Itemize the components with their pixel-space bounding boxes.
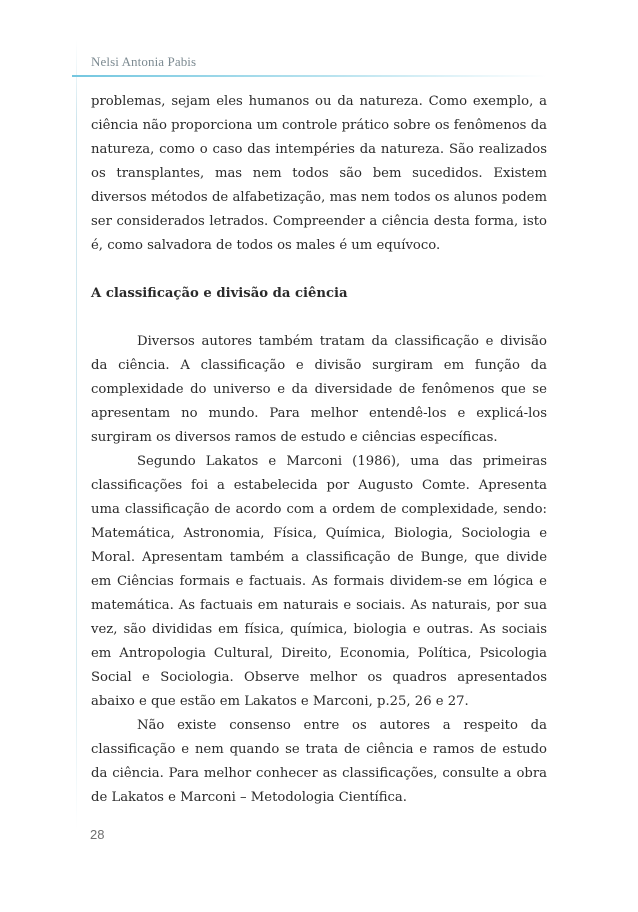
paragraph: Diversos autores também tratam da classificação e divisão da ciência. A classificação e divisão surgiram em função da complexidade do universo e da diversidade de fenômenos que se apresentam no mundo. Para melhor entendê-los e explicá-los surgiram os diversos ramos de estudo e ciências específicas. <box>91 334 547 445</box>
paragraph: Não existe consenso entre os autores a respeito da classificação e nem quando se trata de ciência e ramos de estudo da ciência. Para melhor conhecer as classificações, consulte a obra de Lakatos e Marconi – Metodologia Científica. <box>91 718 547 805</box>
left-margin-rule <box>76 40 77 830</box>
paragraph: Segundo Lakatos e Marconi (1986), uma das primeiras classificações foi a estabelecida por Augusto Comte. Apresenta uma classificação de acordo com a ordem de complexidade, sendo: Matemática, Astronomia, Física, Química, Biologia, Sociologia e Moral. Apresentam também a classificação de Bunge, que divide em Ciências formais e factuais. As formais dividem-se em lógica e matemática. As factuais em naturais e sociais. As naturais, por sua vez, são divididas em física, química, biologia e outras. As sociais em Antropologia Cultural, Direito, Economia, Política, Psicologia Social e Sociologia. Observe melhor os quadros apresentados abaixo e que estão em Lakatos e Marconi, p.25, 26 e 27. <box>91 454 547 709</box>
header-divider <box>72 75 547 77</box>
intro-paragraph: problemas, sejam eles humanos ou da natureza. Como exemplo, a ciência não proporciona um controle prático sobre os fenômenos da natureza, como o caso das intempéries da natureza. São realizados os transplantes, mas nem todos são bem sucedidos. Existem diversos métodos de alfabetização, mas nem todos os alunos podem ser considerados letrados. Compreender a ciência desta forma, isto é, como salvadora de todos os males é um equívoco. <box>91 94 547 253</box>
page-number: 28 <box>90 827 105 842</box>
running-header-author: Nelsi Antonia Pabis <box>91 54 197 69</box>
section-heading: A classificação e divisão da ciência <box>91 286 348 301</box>
body-text <box>91 90 547 810</box>
